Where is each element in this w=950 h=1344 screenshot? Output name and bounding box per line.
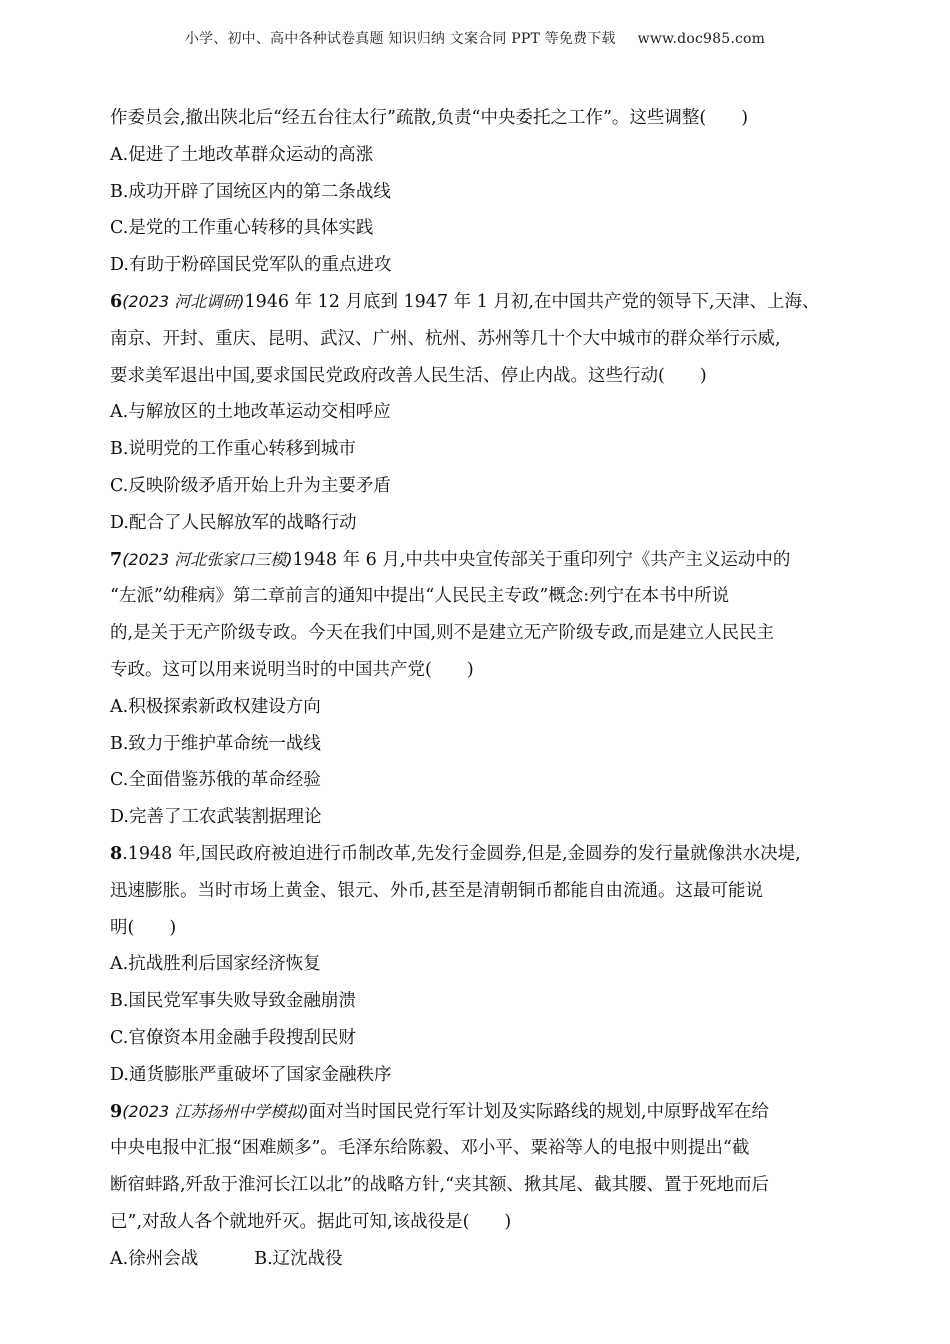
question-5: [110, 100, 850, 284]
q6-option-d[interactable]: D.配合了人民解放军的战略行动: [110, 512, 357, 533]
q6-stem-line: 要求美军退出中国,要求国民党政府改善人民生活、停止内战。这些行动( ): [110, 365, 707, 386]
question-6: [110, 284, 850, 542]
header-site: www.doc985.com: [637, 31, 766, 47]
q6-number: 6: [110, 291, 123, 312]
question-7: [110, 542, 850, 836]
q5-option-c[interactable]: C.是党的工作重心转移的具体实践: [110, 218, 374, 239]
q9-stem-line: 已”,对敌人各个就地歼灭。据此可知,该战役是( ): [110, 1211, 512, 1232]
q9-stem-line: 中央电报中汇报“困难颇多”。毛泽东给陈毅、邓小平、粟裕等人的电报中则提出“截: [110, 1138, 750, 1159]
header-text: 小学、初中、高中各种试卷真题 知识归纳 文案合同 PPT 等免费下载: [184, 31, 616, 47]
q7-stem-line: “左派”幼稚病》第二章前言的通知中提出“人民民主专政”概念:列宁在本书中所说: [110, 586, 730, 607]
q7-option-a[interactable]: A.积极探索新政权建设方向: [110, 696, 321, 717]
q9-option-b[interactable]: B.辽沈战役: [254, 1248, 343, 1269]
q8-first-text: .1948 年,国民政府被迫进行币制改革,先发行金圆券,但是,金圆券的发行量就像洪水决堤,: [122, 843, 801, 864]
q9-source: (2023 江苏扬州中学模拟): [122, 1101, 309, 1121]
question-8: [110, 836, 850, 1094]
q8-option-d[interactable]: D.通货膨胀严重破坏了国家金融秩序: [110, 1064, 392, 1085]
q9-number: 9: [110, 1101, 123, 1122]
q5-stem-line: 作委员会,撤出陕北后“经五台往太行”疏散,负责“中央委托之工作”。这些调整( ): [110, 108, 749, 128]
q8-stem-first: [110, 836, 850, 873]
q9-stem-line: 断宿蚌路,歼敌于淮河长江以北”的战略方针,“夹其额、揪其尾、截其腰、置于死地而后: [110, 1175, 770, 1196]
page-header: [0, 28, 950, 48]
q7-first-text: 1948 年 6 月,中共中央宣传部关于重印列宁《共产主义运动中的: [292, 549, 791, 570]
q6-source: (2023 河北调研): [122, 291, 245, 311]
q7-stem-first: [110, 542, 850, 579]
q6-first-text: 1946 年 12 月底到 1947 年 1 月初,在中国共产党的领导下,天津、上海、: [244, 291, 820, 312]
q7-option-d[interactable]: D.完善了工农武装割据理论: [110, 807, 322, 828]
q9-stem-first: [110, 1094, 850, 1131]
q5-option-d[interactable]: D.有助于粉碎国民党军队的重点进攻: [110, 255, 392, 276]
q8-option-b[interactable]: B.国民党军事失败导致金融崩溃: [110, 991, 356, 1012]
question-content: [110, 100, 850, 1278]
q7-stem-line: 的,是关于无产阶级专政。今天在我们中国,则不是建立无产阶级专政,而是建立人民民主: [110, 623, 775, 644]
q7-stem-line: 专政。这可以用来说明当时的中国共产党( ): [110, 659, 474, 680]
q9-options-row: [110, 1241, 850, 1278]
q5-option-b[interactable]: B.成功开辟了国统区内的第二条战线: [110, 181, 391, 202]
q9-first-text: 面对当时国民党行军计划及实际路线的规划,中原野战军在给: [308, 1101, 770, 1122]
q5-option-a[interactable]: A.促进了土地改革群众运动的高涨: [110, 144, 374, 165]
q8-stem-line: 迅速膨胀。当时市场上黄金、银元、外币,甚至是清朝铜币都能自由流通。这最可能说: [110, 880, 764, 901]
q6-option-c[interactable]: C.反映阶级矛盾开始上升为主要矛盾: [110, 475, 391, 496]
q8-number: 8: [110, 843, 123, 864]
q6-option-a[interactable]: A.与解放区的土地改革运动交相呼应: [110, 402, 391, 423]
q9-option-a[interactable]: A.徐州会战: [110, 1248, 199, 1269]
q8-option-a[interactable]: A.抗战胜利后国家经济恢复: [110, 954, 321, 975]
q7-source: (2023 河北张家口三模): [122, 549, 293, 569]
q7-number: 7: [110, 549, 123, 570]
q8-option-c[interactable]: C.官僚资本用金融手段搜刮民财: [110, 1027, 356, 1048]
question-9: [110, 1094, 850, 1278]
q8-stem-line: 明( ): [110, 917, 177, 938]
q7-option-b[interactable]: B.致力于维护革命统一战线: [110, 733, 321, 754]
q6-stem-line: 南京、开封、重庆、昆明、武汉、广州、杭州、苏州等几十个大中城市的群众举行示威,: [110, 328, 781, 349]
q6-option-b[interactable]: B.说明党的工作重心转移到城市: [110, 439, 356, 460]
q7-option-c[interactable]: C.全面借鉴苏俄的革命经验: [110, 770, 321, 791]
q6-stem-first: [110, 284, 850, 321]
